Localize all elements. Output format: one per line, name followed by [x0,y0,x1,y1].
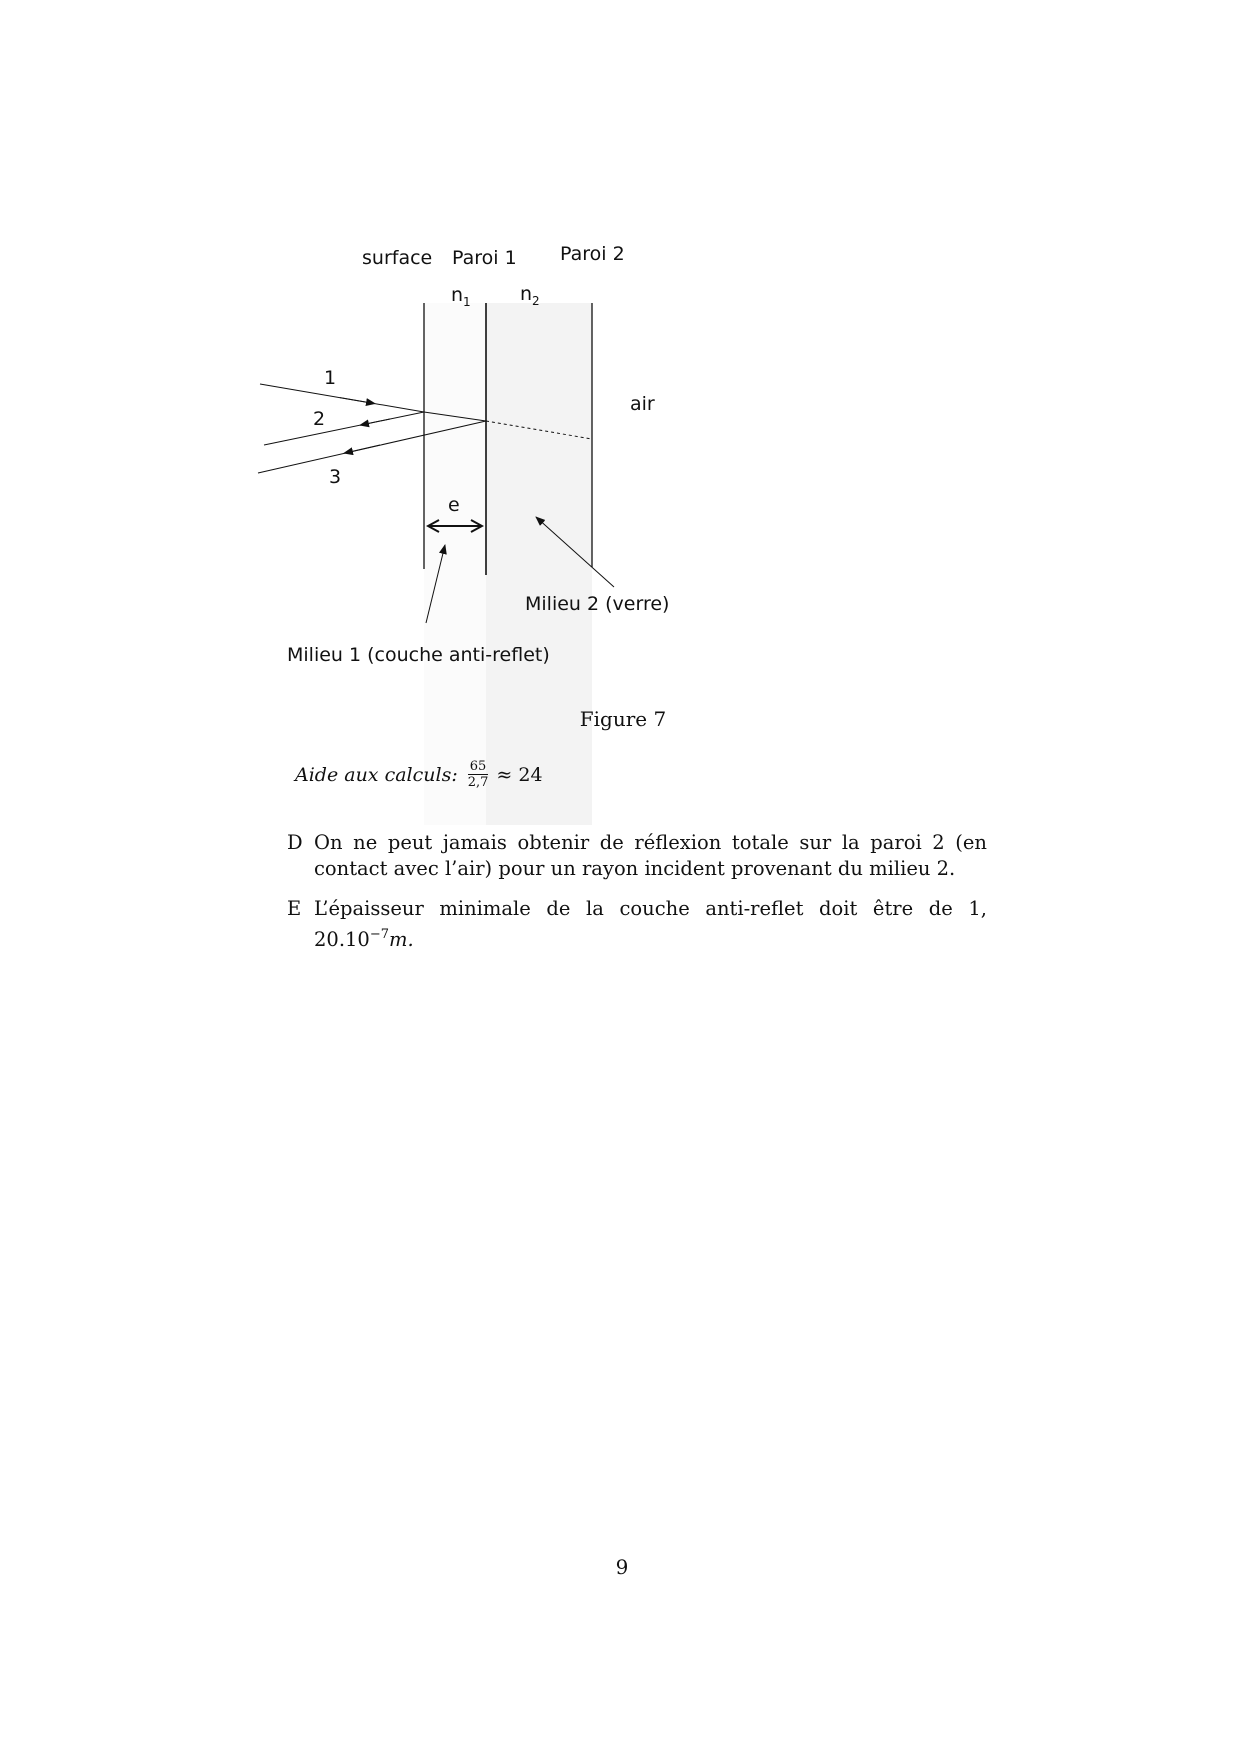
calculation-aid-label: Aide aux calculs: [295,763,458,786]
calculation-aid [295,760,543,789]
ray-1-arrow [340,398,375,404]
answer-item-d [287,830,987,882]
figure-caption: Figure 7 [579,707,667,731]
unit: m. [389,928,414,951]
label-n2: $n_2$ [520,283,540,308]
exponent: −7 [369,927,389,942]
label-paroi-1: Paroi 1 [452,247,517,269]
medium-2-region [486,303,592,825]
answer-letter: E [287,897,302,920]
answer-text: L’épaisseur minimale de la couche anti-reflet doit être de 1, $20.10^{-7}m$. [314,897,987,951]
label-paroi-2: Paroi 2 [560,243,625,265]
answer-text: On ne peut jamais obtenir de réflexion totale sur la paroi 2 (en contact avec l’air) pour un rayon incident provenant du milieu 2. [314,831,987,880]
answer-item-e [287,896,987,953]
label-ray-1: 1 [324,367,337,389]
medium-1-region [424,303,486,825]
page-number: 9 [615,1555,629,1579]
ray-2-line [264,412,424,445]
calculation-aid-fraction [468,760,489,789]
figure-anti-reflection-diagram [240,243,700,675]
answer-letter: D [287,831,303,854]
label-milieu-1: Milieu 1 (couche anti-reflet) [287,644,550,666]
label-ray-3: 3 [329,466,342,488]
ray-2-arrow [360,419,390,425]
ray-3-arrow [344,445,380,453]
label-air: air [630,393,655,415]
fraction-denominator: 2,7 [467,775,489,790]
calculation-aid-result: ≈ 24 [496,763,543,786]
fraction-numerator: 65 [469,759,487,774]
label-milieu-2: Milieu 2 (verre) [525,593,670,615]
label-thickness-e: e [448,494,460,516]
label-ray-2: 2 [313,408,326,430]
label-surface: surface [362,247,433,269]
label-n1: $n_1$ [451,284,471,309]
